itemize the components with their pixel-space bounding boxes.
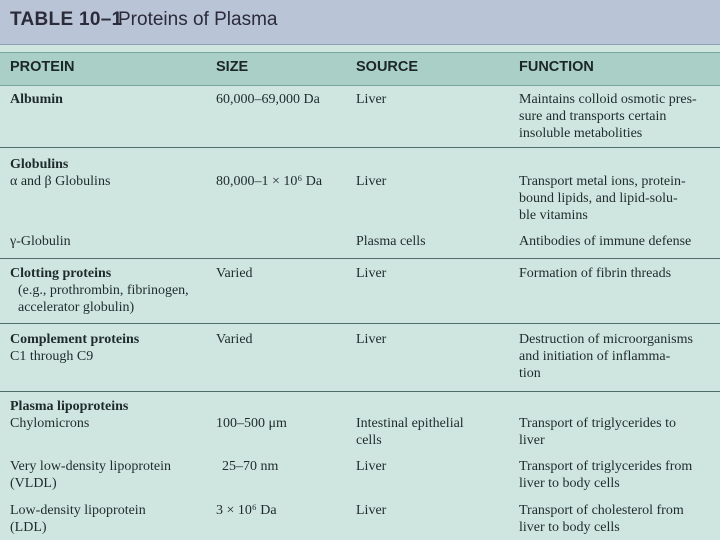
clotting-function: Formation of fibrin threads bbox=[519, 266, 672, 281]
albumin-function: Maintains colloid osmotic pres- sure and transports certain insoluble metabolities bbox=[519, 92, 697, 141]
ab-globulins-protein: α and β Globulins bbox=[10, 174, 111, 189]
albumin-size: 60,000–69,000 Da bbox=[216, 92, 320, 107]
gamma-globulin-function: Antibodies of immune defense bbox=[519, 234, 692, 249]
vldl-function: Transport of triglycerides from liver to body cells bbox=[519, 459, 693, 491]
header-source: SOURCE bbox=[356, 59, 419, 75]
ab-globulins-function: Transport metal ions, protein- bound lipids, and lipid-solu- ble vitamins bbox=[519, 174, 686, 223]
ldl-function: Transport of cholesterol from liver to body cells bbox=[519, 503, 684, 535]
complement-source: Liver bbox=[356, 332, 387, 347]
ab-globulins-source: Liver bbox=[356, 174, 387, 189]
table-title-bar bbox=[0, 0, 720, 45]
albumin-protein: Albumin bbox=[10, 92, 63, 107]
complement-detail: C1 through C9 bbox=[10, 349, 94, 364]
clotting-source: Liver bbox=[356, 266, 387, 281]
chylomicrons-function: Transport of triglycerides to liver bbox=[519, 416, 676, 448]
chylomicrons-size: 100–500 μm bbox=[216, 416, 287, 431]
table-title: Proteins of Plasma bbox=[118, 9, 278, 30]
gamma-globulin-source: Plasma cells bbox=[356, 234, 426, 249]
row-divider bbox=[0, 391, 720, 392]
header-size: SIZE bbox=[216, 59, 249, 75]
complement-protein: Complement proteins bbox=[10, 332, 140, 347]
chylomicrons-protein: Chylomicrons bbox=[10, 416, 90, 431]
albumin-source: Liver bbox=[356, 92, 387, 107]
row-divider bbox=[0, 258, 720, 259]
header-protein: PROTEIN bbox=[10, 59, 75, 75]
chylomicrons-source: Intestinal epithelial cells bbox=[356, 416, 464, 448]
ldl-source: Liver bbox=[356, 503, 387, 518]
vldl-source: Liver bbox=[356, 459, 387, 474]
clotting-detail: (e.g., prothrombin, fibrinogen, accelerator globulin) bbox=[18, 283, 189, 315]
clotting-protein: Clotting proteins bbox=[10, 266, 112, 281]
ldl-size: 3 × 10⁶ Da bbox=[216, 503, 277, 518]
gamma-globulin-protein: γ-Globulin bbox=[10, 234, 71, 249]
header-function: FUNCTION bbox=[519, 59, 594, 75]
globulins-heading: Globulins bbox=[10, 157, 69, 172]
complement-function: Destruction of microorganisms and initiation of inflamma- tion bbox=[519, 332, 693, 381]
table-header bbox=[0, 52, 720, 86]
vldl-protein: Very low-density lipoprotein (VLDL) bbox=[10, 459, 171, 491]
row-divider bbox=[0, 147, 720, 148]
ldl-protein: Low-density lipoprotein (LDL) bbox=[10, 503, 146, 535]
ab-globulins-size: 80,000–1 × 10⁶ Da bbox=[216, 174, 323, 189]
complement-size: Varied bbox=[216, 332, 253, 347]
table-number: TABLE 10–1 bbox=[10, 9, 123, 30]
lipoproteins-heading: Plasma lipoproteins bbox=[10, 399, 129, 414]
clotting-size: Varied bbox=[216, 266, 253, 281]
vldl-size: 25–70 nm bbox=[222, 459, 279, 474]
row-divider bbox=[0, 323, 720, 324]
